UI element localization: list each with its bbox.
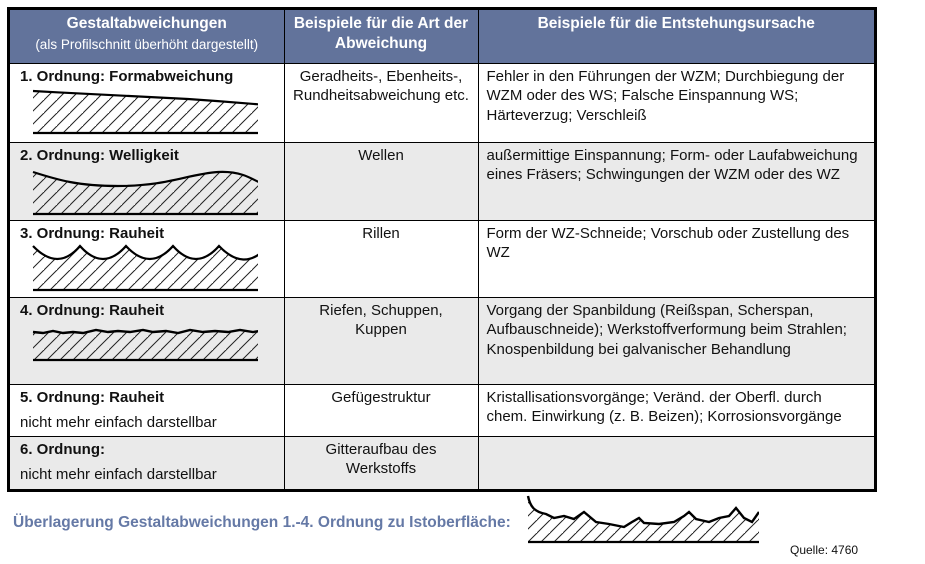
order-note: nicht mehr einfach darstellbar (20, 413, 217, 431)
order-cell (10, 142, 284, 220)
type-cell: Geradheits-, Ebenheits-, Rundheitsabweichung etc. (284, 63, 478, 142)
header-deviation-subtitle: (als Profilschnitt überhöht dargestellt) (35, 37, 259, 52)
type-cell: Gefügestruktur (284, 384, 478, 436)
table-row (10, 142, 874, 220)
form-deviation-profile-icon (18, 87, 258, 137)
order-note: nicht mehr einfach darstellbar (20, 465, 217, 483)
cause-cell: außermittige Einspannung; Form- oder Laufabweichung eines Fräsers; Schwingungen der WZM oder des WZ (478, 142, 874, 220)
grooves-profile-icon (18, 244, 258, 294)
table-row (10, 297, 874, 384)
overlay-caption: Überlagerung Gestaltabweichungen 1.-4. Ordnung zu Istoberfläche: (13, 514, 511, 531)
header-deviation (10, 10, 284, 63)
cause-cell: Fehler in den Führungen der WZM; Durchbiegung der WZM oder des WS; Falsche Einspannung WS; Härteverzug; Verschleiß (478, 63, 874, 142)
header-type: Beispiele für die Art der Abweichung (284, 10, 478, 63)
source-label: Quelle: 4760 (790, 543, 859, 557)
type-cell: Riefen, Schuppen, Kuppen (284, 297, 478, 384)
order-label: 6. Ordnung: (20, 440, 105, 458)
type-cell: Wellen (284, 142, 478, 220)
table-row (10, 63, 874, 142)
order-label: 5. Ordnung: Rauheit (20, 388, 165, 406)
type-cell: Rillen (284, 220, 478, 297)
order-cell (10, 384, 284, 436)
cause-cell: Vorgang der Spanbildung (Reißspan, Scherspan, Aufbauschneide); Werkstoffverformung beim Strahlen; Knospenbildung bei galvanischer Behandlung (478, 297, 874, 384)
header-deviation-title: Gestaltabweichungen (66, 15, 227, 32)
waviness-profile-icon (18, 166, 258, 218)
actual-surface-profile-icon (524, 494, 759, 546)
type-cell: Gitteraufbau des Werkstoffs (284, 436, 478, 489)
order-cell (10, 436, 284, 489)
order-cell (10, 297, 284, 384)
order-label: 4. Ordnung: Rauheit (20, 301, 165, 319)
table-row (10, 220, 874, 297)
order-label: 1. Ordnung: Formabweichung (20, 67, 234, 85)
table-row (10, 436, 874, 489)
cause-cell: Kristallisationsvorgänge; Veränd. der Oberfl. durch chem. Einwirkung (z. B. Beizen); Korrosionsvorgänge (478, 384, 874, 436)
order-label: 3. Ordnung: Rauheit (20, 224, 165, 242)
header-cause: Beispiele für die Entstehungsursache (478, 10, 874, 63)
fine-roughness-profile-icon (18, 324, 258, 368)
surface-deviation-table (7, 7, 877, 492)
order-cell (10, 220, 284, 297)
cause-cell: Form der WZ-Schneide; Vorschub oder Zustellung des WZ (478, 220, 874, 297)
order-cell (10, 63, 284, 142)
cause-cell (478, 436, 874, 489)
table-row (10, 384, 874, 436)
order-label: 2. Ordnung: Welligkeit (20, 146, 179, 164)
